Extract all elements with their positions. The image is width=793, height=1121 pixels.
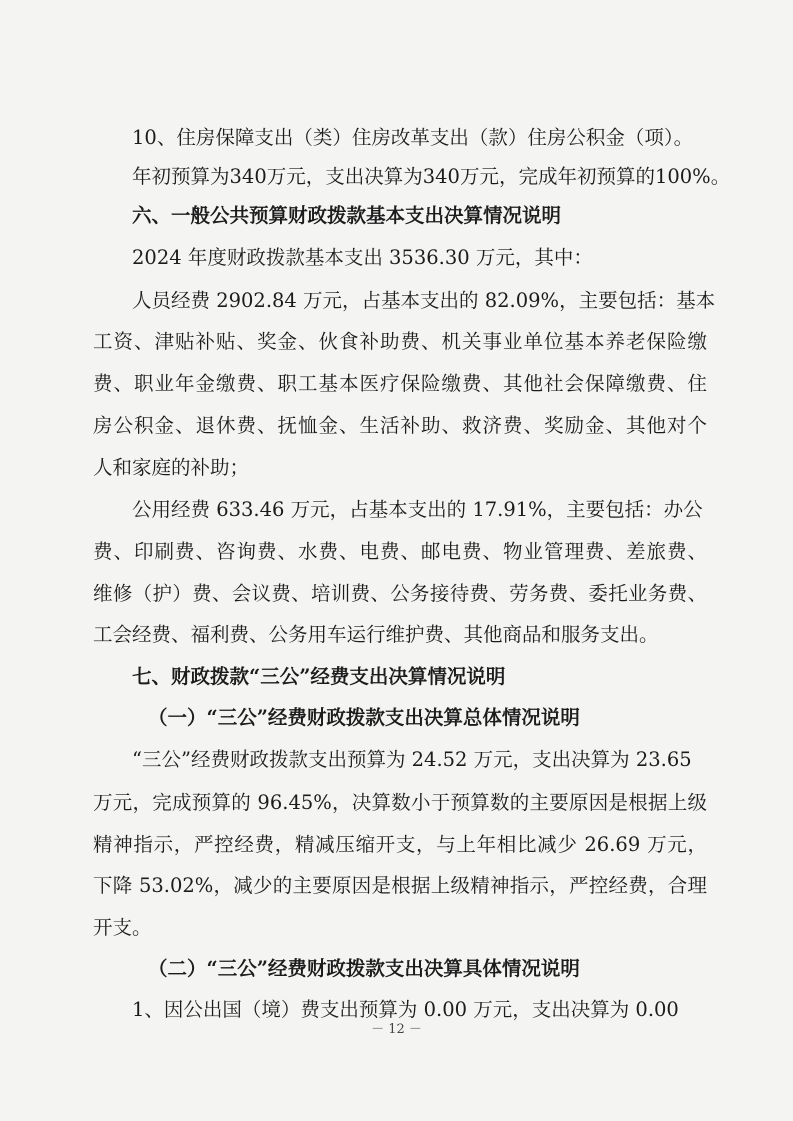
section-heading: 七、财政拨款“三公”经费支出决算情况说明 — [132, 665, 506, 688]
text-line: 下降 53.02%，减少的主要原因是根据上级精神指示，严控经费，合理 — [93, 874, 707, 897]
text-line: 维修（护）费、会议费、培训费、公务接待费、劳务费、委托业务费、 — [93, 582, 707, 605]
text-line: 年初预算为340万元，支出决算为340万元，完成年初预算的100%。 — [132, 165, 731, 188]
subsection-heading: （一）“三公”经费财政拨款支出决算总体情况说明 — [148, 706, 580, 729]
page-number: － 12 － — [371, 1022, 422, 1037]
text-line: 工会经费、福利费、公务用车运行维护费、其他商品和服务支出。 — [93, 623, 659, 646]
text-line: 万元，完成预算的 96.45%，决算数小于预算数的主要原因是根据上级 — [93, 791, 707, 814]
text-line: 费、职业年金缴费、职工基本医疗保险缴费、其他社会保障缴费、住 — [93, 372, 707, 395]
subsection-heading: （二）“三公”经费财政拨款支出决算具体情况说明 — [148, 957, 580, 980]
text-line: 人和家庭的补助； — [93, 456, 250, 479]
text-line: 工资、津贴补贴、奖金、伙食补助费、机关事业单位基本养老保险缴 — [93, 330, 707, 353]
text-line: 公用经费 633.46 万元，占基本支出的 17.91%，主要包括：办公 — [132, 498, 703, 521]
text-line: 精神指示，严控经费，精减压缩开支，与上年相比减少 26.69 万元， — [93, 833, 707, 856]
text-line: 2024 年度财政拨款基本支出 3536.30 万元，其中： — [132, 246, 593, 269]
text-line: 人员经费 2902.84 万元，占基本支出的 82.09%，主要包括：基本 — [132, 289, 716, 312]
section-heading: 六、一般公共预算财政拨款基本支出决算情况说明 — [132, 204, 562, 227]
text-line: 10、住房保障支出（类）住房改革支出（款）住房公积金（项）。 — [132, 126, 694, 149]
text-line: 费、印刷费、咨询费、水费、电费、邮电费、物业管理费、差旅费、 — [93, 540, 707, 563]
text-line: 1、因公出国（境）费支出预算为 0.00 万元，支出决算为 0.00 — [132, 998, 679, 1021]
text-line: “三公”经费财政拨款支出预算为 24.52 万元，支出决算为 23.65 — [132, 748, 692, 771]
text-line: 开支。 — [93, 916, 152, 939]
text-line: 房公积金、退休费、抚恤金、生活补助、救济费、奖励金、其他对个 — [93, 414, 707, 437]
